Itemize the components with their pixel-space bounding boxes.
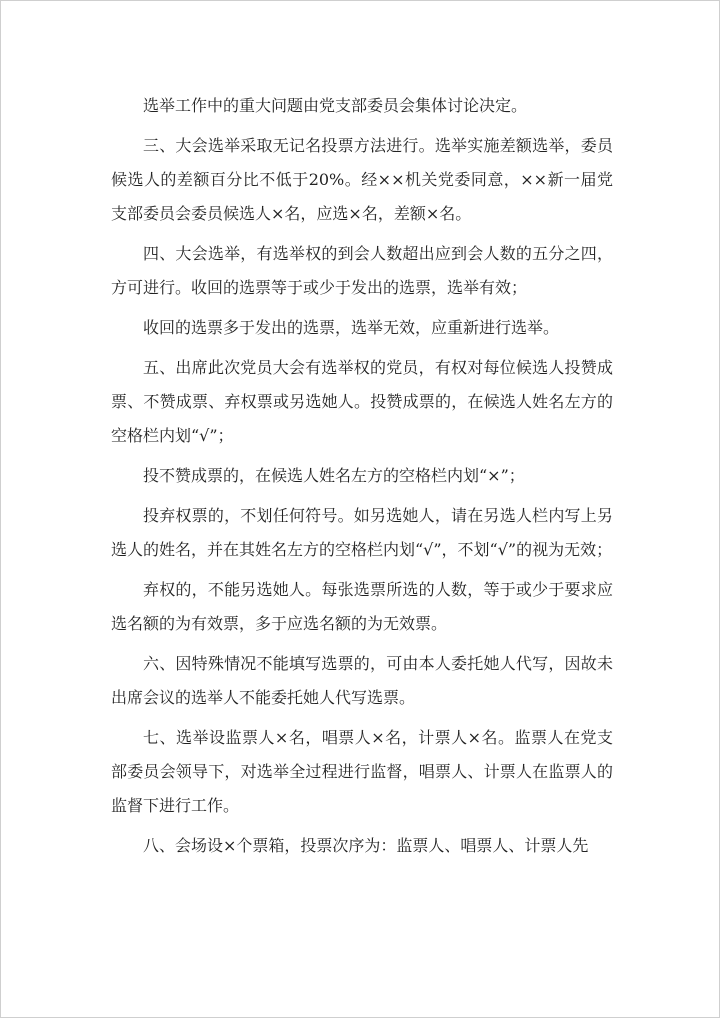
document-body xyxy=(111,89,613,869)
paragraph: 五、出席此次党员大会有选举权的党员，有权对每位候选人投赞成票、不赞成票、弃权票或另选她人。投赞成票的，在候选人姓名左方的空格栏内划“√”； xyxy=(111,358,613,445)
paragraph: 选举工作中的重大问题由党支部委员会集体讨论决定。 xyxy=(143,96,528,115)
paragraph: 八、会场设×个票箱，投票次序为：监票人、唱票人、计票人先 xyxy=(143,836,589,855)
paragraph: 三、大会选举采取无记名投票方法进行。选举实施差额选举，委员候选人的差额百分比不低于20%。经××机关党委同意，××新一届党支部委员会委员候选人×名，应选×名，差额×名。 xyxy=(111,136,613,223)
paragraph: 投弃权票的，不划任何符号。如另选她人，请在另选人栏内写上另选人的姓名，并在其姓名左方的空格栏内划“√”，不划“√”的视为无效； xyxy=(111,506,613,559)
paragraph: 六、因特殊情况不能填写选票的，可由本人委托她人代写，因故未出席会议的选举人不能委托她人代写选票。 xyxy=(111,654,613,707)
paragraph: 四、大会选举，有选举权的到会人数超出应到会人数的五分之四，方可进行。收回的选票等于或少于发出的选票，选举有效； xyxy=(111,244,613,297)
paragraph: 投不赞成票的，在候选人姓名左方的空格栏内划“×”； xyxy=(143,466,525,485)
paragraph: 七、选举设监票人×名，唱票人×名，计票人×名。监票人在党支部委员会领导下，对选举全过程进行监督，唱票人、计票人在监票人的监督下进行工作。 xyxy=(111,728,613,815)
paragraph: 弃权的，不能另选她人。每张选票所选的人数，等于或少于要求应选名额的为有效票，多于应选名额的为无效票。 xyxy=(111,580,613,633)
paragraph: 收回的选票多于发出的选票，选举无效，应重新进行选举。 xyxy=(143,318,560,337)
